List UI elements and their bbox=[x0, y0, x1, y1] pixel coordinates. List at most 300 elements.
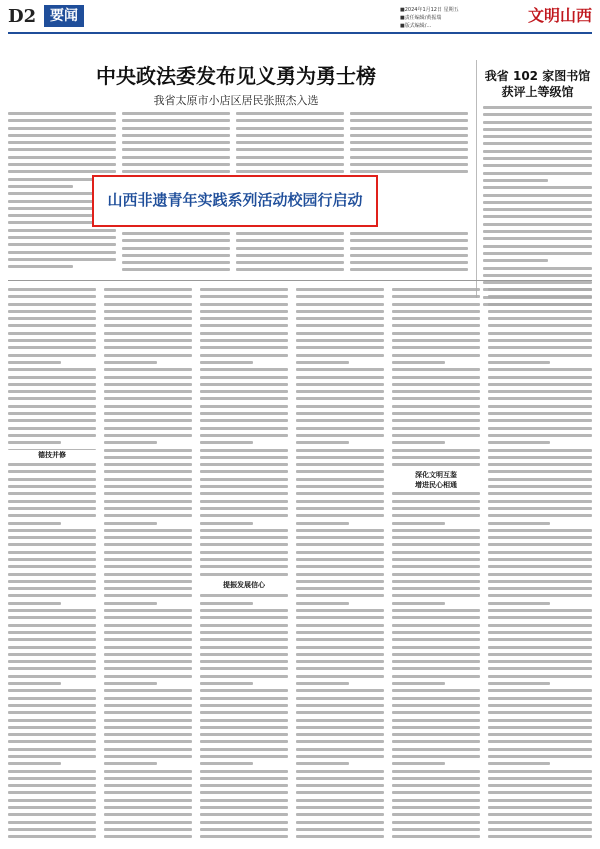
text-line bbox=[200, 660, 288, 663]
text-line bbox=[8, 573, 96, 576]
text-line bbox=[350, 254, 468, 257]
text-line bbox=[200, 456, 288, 459]
text-line bbox=[200, 558, 288, 561]
text-line bbox=[488, 791, 592, 794]
text-line bbox=[200, 653, 288, 656]
text-line bbox=[8, 390, 96, 393]
text-line bbox=[296, 719, 384, 722]
text-line bbox=[122, 254, 230, 257]
text-line bbox=[104, 675, 192, 678]
text-line bbox=[8, 711, 96, 714]
text-line bbox=[104, 704, 192, 707]
text-line bbox=[8, 485, 96, 488]
text-line bbox=[296, 580, 384, 583]
highlighted-article[interactable] bbox=[92, 175, 378, 227]
text-line bbox=[200, 536, 288, 539]
text-line bbox=[200, 726, 288, 729]
text-line bbox=[8, 317, 96, 320]
text-line bbox=[488, 646, 592, 649]
text-line bbox=[104, 638, 192, 641]
text-line bbox=[200, 806, 288, 809]
text-line bbox=[8, 682, 61, 685]
text-line bbox=[200, 310, 288, 313]
text-line bbox=[296, 821, 384, 824]
text-line bbox=[296, 791, 384, 794]
text-line bbox=[200, 427, 288, 430]
text-line bbox=[104, 733, 192, 736]
text-line bbox=[296, 507, 384, 510]
text-line bbox=[104, 354, 192, 357]
text-line bbox=[200, 770, 288, 773]
text-line bbox=[392, 522, 445, 525]
text-line bbox=[104, 485, 192, 488]
text-line bbox=[236, 170, 344, 173]
text-line bbox=[104, 806, 192, 809]
text-line bbox=[488, 689, 592, 692]
text-line bbox=[8, 156, 116, 159]
text-line bbox=[392, 784, 480, 787]
text-line bbox=[200, 784, 288, 787]
text-line bbox=[8, 719, 96, 722]
text-line bbox=[104, 573, 192, 576]
article-column bbox=[122, 232, 230, 272]
text-line bbox=[104, 492, 192, 495]
text-line bbox=[200, 434, 288, 437]
text-line bbox=[122, 239, 230, 242]
text-line bbox=[392, 514, 480, 517]
text-line bbox=[296, 587, 384, 590]
text-line bbox=[488, 551, 592, 554]
text-line bbox=[392, 558, 480, 561]
text-line bbox=[296, 500, 384, 503]
text-line bbox=[236, 268, 344, 271]
text-line bbox=[200, 689, 288, 692]
text-line bbox=[296, 748, 384, 751]
text-line bbox=[8, 514, 96, 517]
text-line bbox=[488, 354, 592, 357]
text-line bbox=[200, 332, 288, 335]
text-line bbox=[483, 128, 592, 131]
text-line bbox=[488, 346, 592, 349]
text-line bbox=[200, 507, 288, 510]
text-line bbox=[104, 383, 192, 386]
text-line bbox=[392, 303, 480, 306]
text-line bbox=[200, 390, 288, 393]
text-line bbox=[104, 791, 192, 794]
text-line bbox=[104, 522, 157, 525]
text-line bbox=[488, 638, 592, 641]
text-line bbox=[296, 726, 384, 729]
text-line bbox=[392, 835, 480, 838]
text-line bbox=[8, 310, 96, 313]
text-line bbox=[8, 332, 96, 335]
text-line bbox=[104, 646, 192, 649]
text-line bbox=[296, 558, 384, 561]
text-line bbox=[104, 799, 192, 802]
text-line bbox=[8, 170, 116, 173]
text-line bbox=[122, 247, 230, 250]
text-line bbox=[296, 624, 384, 627]
text-line bbox=[104, 317, 192, 320]
text-line bbox=[392, 405, 480, 408]
text-line bbox=[296, 376, 384, 379]
text-line bbox=[483, 230, 592, 233]
text-line bbox=[200, 478, 288, 481]
text-line bbox=[8, 405, 96, 408]
text-line bbox=[8, 762, 61, 765]
text-line bbox=[296, 689, 384, 692]
text-line bbox=[488, 631, 592, 634]
text-line bbox=[392, 565, 480, 568]
text-line bbox=[104, 288, 192, 291]
text-line bbox=[392, 383, 480, 386]
text-line bbox=[392, 770, 480, 773]
text-line bbox=[8, 412, 96, 415]
masthead-rule bbox=[8, 32, 592, 34]
article-column bbox=[488, 288, 592, 842]
text-line bbox=[350, 232, 468, 235]
text-line bbox=[296, 565, 384, 568]
text-line bbox=[8, 112, 116, 115]
text-line bbox=[488, 310, 592, 313]
text-line bbox=[350, 156, 468, 159]
text-line bbox=[8, 748, 96, 751]
text-line bbox=[8, 397, 96, 400]
text-line bbox=[104, 478, 192, 481]
text-line bbox=[296, 434, 384, 437]
text-line bbox=[350, 261, 468, 264]
text-line bbox=[392, 332, 480, 335]
text-line bbox=[392, 762, 445, 765]
text-line bbox=[392, 726, 480, 729]
article-column bbox=[350, 232, 468, 272]
article-column bbox=[392, 288, 480, 842]
text-line bbox=[236, 112, 344, 115]
text-line bbox=[392, 580, 480, 583]
side-title-line: 获评上等级馆 bbox=[501, 85, 574, 99]
text-line bbox=[392, 733, 480, 736]
text-line bbox=[8, 346, 96, 349]
text-line bbox=[8, 434, 96, 437]
text-line bbox=[236, 232, 344, 235]
text-line bbox=[104, 514, 192, 517]
text-line bbox=[488, 667, 592, 670]
text-line bbox=[392, 624, 480, 627]
text-line bbox=[392, 587, 480, 590]
text-line bbox=[104, 470, 192, 473]
text-line bbox=[104, 303, 192, 306]
text-line bbox=[483, 164, 592, 167]
text-line bbox=[200, 631, 288, 634]
text-line bbox=[392, 551, 480, 554]
text-line bbox=[488, 675, 592, 678]
text-line bbox=[488, 697, 592, 700]
text-line bbox=[200, 835, 288, 838]
text-line bbox=[392, 427, 480, 430]
text-line bbox=[488, 828, 592, 831]
text-line bbox=[488, 500, 592, 503]
text-line bbox=[488, 339, 592, 342]
text-line bbox=[392, 719, 480, 722]
text-line bbox=[296, 602, 349, 605]
text-line bbox=[104, 449, 192, 452]
text-line bbox=[104, 390, 192, 393]
text-line bbox=[296, 522, 349, 525]
text-line bbox=[296, 682, 349, 685]
text-line bbox=[104, 397, 192, 400]
text-line bbox=[8, 770, 96, 773]
text-line bbox=[392, 390, 480, 393]
text-line bbox=[296, 609, 384, 612]
text-line bbox=[104, 310, 192, 313]
text-line bbox=[488, 317, 592, 320]
text-line bbox=[122, 134, 230, 137]
text-line bbox=[200, 368, 288, 371]
text-line bbox=[392, 376, 480, 379]
text-line bbox=[296, 368, 384, 371]
text-line bbox=[8, 492, 96, 495]
text-line bbox=[200, 667, 288, 670]
text-line bbox=[8, 361, 61, 364]
text-line bbox=[392, 631, 480, 634]
text-line bbox=[392, 594, 480, 597]
text-line bbox=[488, 602, 550, 605]
text-line bbox=[8, 791, 96, 794]
text-line bbox=[488, 507, 592, 510]
text-line bbox=[8, 383, 96, 386]
text-line bbox=[296, 303, 384, 306]
text-line bbox=[488, 522, 550, 525]
text-line bbox=[296, 573, 384, 576]
text-line bbox=[296, 485, 384, 488]
text-line bbox=[392, 419, 480, 422]
article-column bbox=[236, 112, 344, 174]
text-line bbox=[104, 427, 192, 430]
text-line bbox=[8, 689, 96, 692]
text-line bbox=[122, 127, 230, 130]
text-line bbox=[104, 777, 192, 780]
text-line bbox=[392, 317, 480, 320]
text-line bbox=[8, 529, 96, 532]
text-line bbox=[200, 573, 288, 576]
text-line bbox=[350, 247, 468, 250]
text-line bbox=[104, 346, 192, 349]
text-line bbox=[296, 354, 384, 357]
text-line bbox=[104, 368, 192, 371]
text-line bbox=[8, 587, 96, 590]
text-line bbox=[104, 755, 192, 758]
text-line bbox=[8, 675, 96, 678]
text-line bbox=[104, 529, 192, 532]
text-line bbox=[392, 324, 480, 327]
text-line bbox=[488, 580, 592, 583]
text-line bbox=[122, 148, 230, 151]
text-line bbox=[236, 156, 344, 159]
text-line bbox=[296, 631, 384, 634]
text-line bbox=[200, 288, 288, 291]
text-line bbox=[8, 784, 96, 787]
page-subhead: 我省太原市小店区居民张照杰入选 bbox=[153, 94, 319, 107]
text-line bbox=[104, 580, 192, 583]
text-line bbox=[200, 412, 288, 415]
text-line bbox=[483, 245, 592, 248]
text-line bbox=[104, 616, 192, 619]
text-line bbox=[8, 478, 96, 481]
text-line bbox=[200, 303, 288, 306]
section-subtitle: 深化文明互鉴 bbox=[392, 470, 480, 480]
text-line bbox=[488, 492, 592, 495]
text-line bbox=[392, 602, 445, 605]
text-line bbox=[488, 806, 592, 809]
text-line bbox=[296, 646, 384, 649]
text-line bbox=[8, 295, 96, 298]
text-line bbox=[488, 733, 592, 736]
text-line bbox=[296, 419, 384, 422]
section-divider bbox=[8, 280, 592, 281]
text-line bbox=[488, 390, 592, 393]
text-line bbox=[488, 295, 592, 298]
text-line bbox=[296, 492, 384, 495]
text-line bbox=[392, 449, 480, 452]
text-line bbox=[488, 740, 592, 743]
text-line bbox=[488, 821, 592, 824]
text-line bbox=[488, 419, 592, 422]
text-line bbox=[200, 813, 288, 816]
text-line bbox=[104, 653, 192, 656]
text-line bbox=[392, 492, 480, 495]
masthead-meta bbox=[400, 6, 540, 30]
text-line bbox=[8, 602, 61, 605]
text-line bbox=[8, 419, 96, 422]
text-line bbox=[296, 733, 384, 736]
text-line bbox=[104, 762, 157, 765]
text-line bbox=[296, 594, 384, 597]
text-line bbox=[104, 558, 192, 561]
text-line bbox=[296, 675, 384, 678]
text-line bbox=[392, 667, 480, 670]
text-line bbox=[200, 449, 288, 452]
text-line bbox=[296, 332, 384, 335]
text-line bbox=[483, 252, 592, 255]
text-line bbox=[104, 543, 192, 546]
text-line bbox=[483, 179, 548, 182]
text-line bbox=[8, 828, 96, 831]
text-line bbox=[8, 551, 96, 554]
text-line bbox=[122, 170, 230, 173]
text-line bbox=[104, 835, 192, 838]
text-line bbox=[104, 828, 192, 831]
text-line bbox=[104, 419, 192, 422]
text-line bbox=[488, 813, 592, 816]
text-line bbox=[392, 777, 480, 780]
text-line bbox=[200, 609, 288, 612]
text-line bbox=[236, 134, 344, 137]
text-line bbox=[488, 383, 592, 386]
text-line bbox=[296, 660, 384, 663]
text-line bbox=[296, 478, 384, 481]
text-line bbox=[392, 689, 480, 692]
text-line bbox=[200, 383, 288, 386]
text-line bbox=[296, 667, 384, 670]
text-line bbox=[488, 660, 592, 663]
text-line bbox=[8, 653, 96, 656]
text-line bbox=[122, 261, 230, 264]
text-line bbox=[104, 361, 157, 364]
text-line bbox=[350, 163, 468, 166]
text-line bbox=[488, 449, 592, 452]
text-line bbox=[200, 762, 253, 765]
text-line bbox=[488, 529, 592, 532]
text-line bbox=[483, 208, 592, 211]
text-line bbox=[296, 755, 384, 758]
text-line bbox=[122, 119, 230, 122]
text-line bbox=[350, 127, 468, 130]
text-line bbox=[200, 529, 288, 532]
text-line bbox=[488, 463, 592, 466]
text-line bbox=[200, 740, 288, 743]
text-line bbox=[392, 660, 480, 663]
text-line bbox=[296, 339, 384, 342]
text-line bbox=[296, 288, 384, 291]
text-line bbox=[296, 653, 384, 656]
text-line bbox=[488, 587, 592, 590]
text-line bbox=[392, 346, 480, 349]
text-line bbox=[236, 239, 344, 242]
text-line bbox=[8, 243, 116, 246]
text-line bbox=[488, 470, 592, 473]
text-line bbox=[200, 346, 288, 349]
text-line bbox=[122, 112, 230, 115]
text-line bbox=[392, 507, 480, 510]
text-line bbox=[104, 463, 192, 466]
text-line bbox=[200, 675, 288, 678]
text-line bbox=[350, 239, 468, 242]
text-line bbox=[488, 485, 592, 488]
text-line bbox=[488, 777, 592, 780]
text-line bbox=[488, 784, 592, 787]
text-line bbox=[483, 172, 592, 175]
text-line bbox=[483, 106, 592, 109]
meta-line: ■责任编辑/黄振瑞 bbox=[400, 15, 442, 21]
text-line bbox=[296, 638, 384, 641]
text-line bbox=[122, 141, 230, 144]
text-line bbox=[104, 624, 192, 627]
text-line bbox=[104, 726, 192, 729]
text-line bbox=[392, 828, 480, 831]
text-line bbox=[488, 609, 592, 612]
text-line bbox=[104, 412, 192, 415]
text-line bbox=[392, 791, 480, 794]
text-line bbox=[296, 456, 384, 459]
text-line bbox=[236, 148, 344, 151]
text-line bbox=[296, 777, 384, 780]
text-line bbox=[392, 354, 480, 357]
text-line bbox=[200, 397, 288, 400]
text-line bbox=[8, 835, 96, 838]
text-line bbox=[200, 719, 288, 722]
text-line bbox=[104, 770, 192, 773]
text-line bbox=[8, 543, 96, 546]
text-line bbox=[350, 141, 468, 144]
text-line bbox=[483, 121, 592, 124]
text-line bbox=[296, 310, 384, 313]
text-line bbox=[8, 733, 96, 736]
text-line bbox=[488, 565, 592, 568]
text-line bbox=[488, 762, 550, 765]
text-line bbox=[8, 777, 96, 780]
text-line bbox=[104, 682, 157, 685]
text-line bbox=[483, 186, 592, 189]
